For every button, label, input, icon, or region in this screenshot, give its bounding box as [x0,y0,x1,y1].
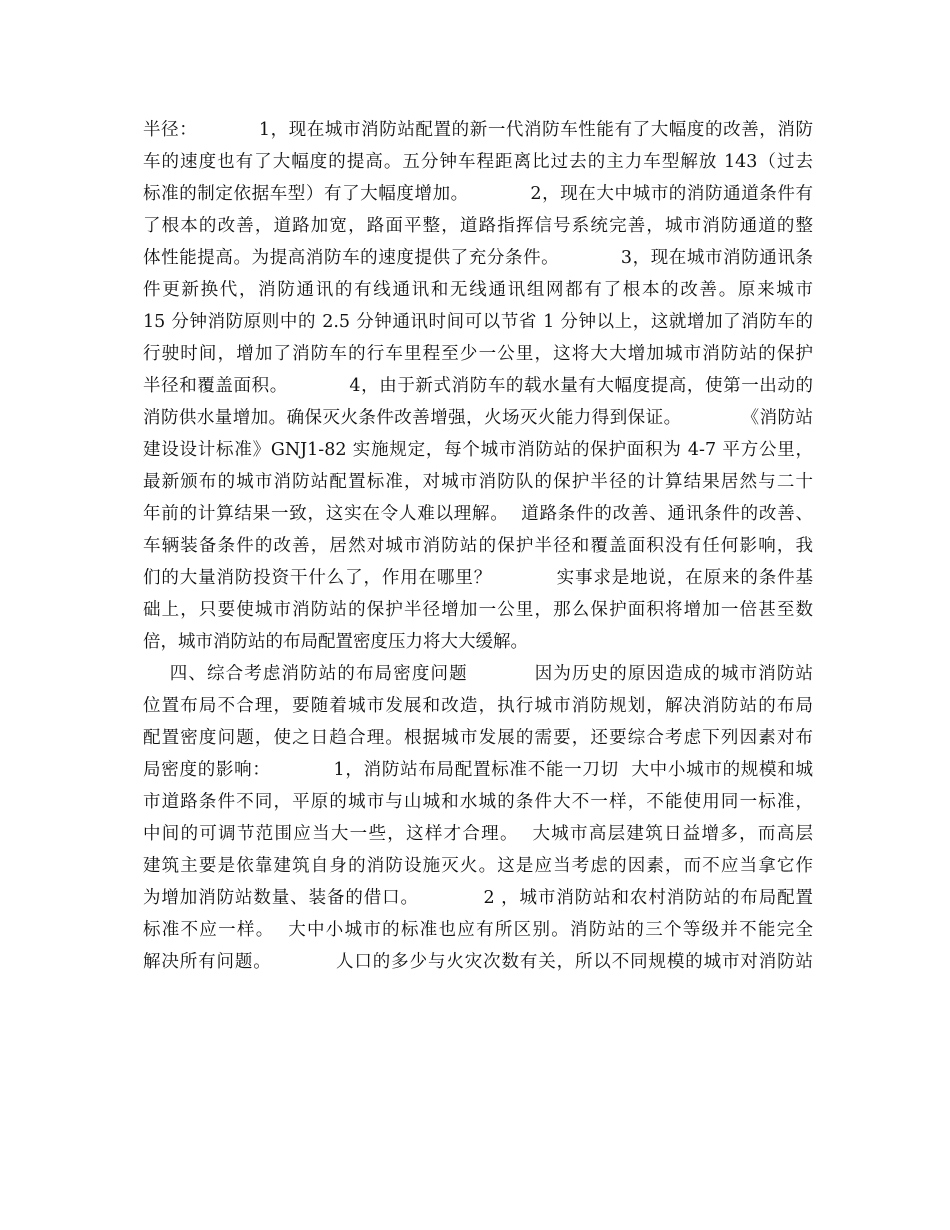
text-line: 了根本的改善，道路加宽，路面平整，道路指挥信号系统完善，城市消防通道的整 [143,216,813,236]
text-line: 础上，只要使城市消防站的保护半径增加一公里，那么保护面积将增加一倍甚至数 [143,600,813,620]
text-line: 车的速度也有了大幅度的提高。五分钟车程距离比过去的主力车型解放 143（过去 [143,152,813,172]
text-line: 半径： 1，现在城市消防站配置的新一代消防车性能有了大幅度的改善，消防 [143,120,813,140]
text-line: 倍，城市消防站的布局配置密度压力将大大缓解。 [143,632,528,652]
text-line: 最新颁布的城市消防站配置标准，对城市消防队的保护半径的计算结果居然与二十 [143,472,813,492]
text-line: 车辆装备条件的改善，居然对城市消防站的保护半径和覆盖面积没有任何影响，我 [143,536,813,556]
section-heading-line: 四、综合考虑消防站的布局密度问题 因为历史的原因造成的城市消防站 [143,664,813,684]
text-line: 行驶时间，增加了消防车的行车里程至少一公里，这将大大增加城市消防站的保护 [143,344,813,364]
text-line: 建筑主要是依靠建筑自身的消防设施灭火。这是应当考虑的因素，而不应当拿它作 [143,856,813,876]
text-line: 为增加消防站数量、装备的借口。 2 ，城市消防站和农村消防站的布局配置 [143,888,813,908]
text-line: 15 分钟消防原则中的 2.5 分钟通讯时间可以节省 1 分钟以上，这就增加了消防车的 [143,312,813,332]
text-line: 建设设计标准》GNJ1-82 实施规定，每个城市消防站的保护面积为 4-7 平方公里， [143,440,813,460]
text-line: 配置密度问题，使之日趋合理。根据城市发展的需要，还要综合考虑下列因素对布 [143,728,813,748]
text-line: 们的大量消防投资干什么了，作用在哪里？ 实事求是地说，在原来的条件基 [143,568,813,588]
text-line: 位置布局不合理，要随着城市发展和改造，执行城市消防规划，解决消防站的布局 [143,696,813,716]
text-line: 中间的可调节范围应当大一些，这样才合理。 大城市高层建筑日益增多，而高层 [143,824,813,844]
text-line: 局密度的影响： 1，消防站布局配置标准不能一刀切 大中小城市的规模和城 [143,760,813,780]
text-line: 消防供水量增加。确保灭火条件改善增强，火场灭火能力得到保证。 《消防站 [143,408,813,428]
document-body [143,114,813,978]
text-line: 标准不应一样。 大中小城市的标准也应有所区别。消防站的三个等级并不能完全 [143,920,813,940]
text-line: 件更新换代，消防通讯的有线通讯和无线通讯组网都有了根本的改善。原来城市 [143,280,813,300]
text-line: 标准的制定依据车型）有了大幅度增加。 2，现在大中城市的消防通道条件有 [143,184,813,204]
text-line: 半径和覆盖面积。 4，由于新式消防车的载水量有大幅度提高，使第一出动的 [143,376,813,396]
text-line: 年前的计算结果一致，这实在令人难以理解。 道路条件的改善、通讯条件的改善、 [143,504,813,524]
text-line: 市道路条件不同，平原的城市与山城和水城的条件大不一样，不能使用同一标准， [143,792,813,812]
text-line: 解决所有问题。 人口的多少与火灾次数有关，所以不同规模的城市对消防站 [143,952,813,972]
text-line: 体性能提高。为提高消防车的速度提供了充分条件。 3，现在城市消防通讯条 [143,248,813,268]
